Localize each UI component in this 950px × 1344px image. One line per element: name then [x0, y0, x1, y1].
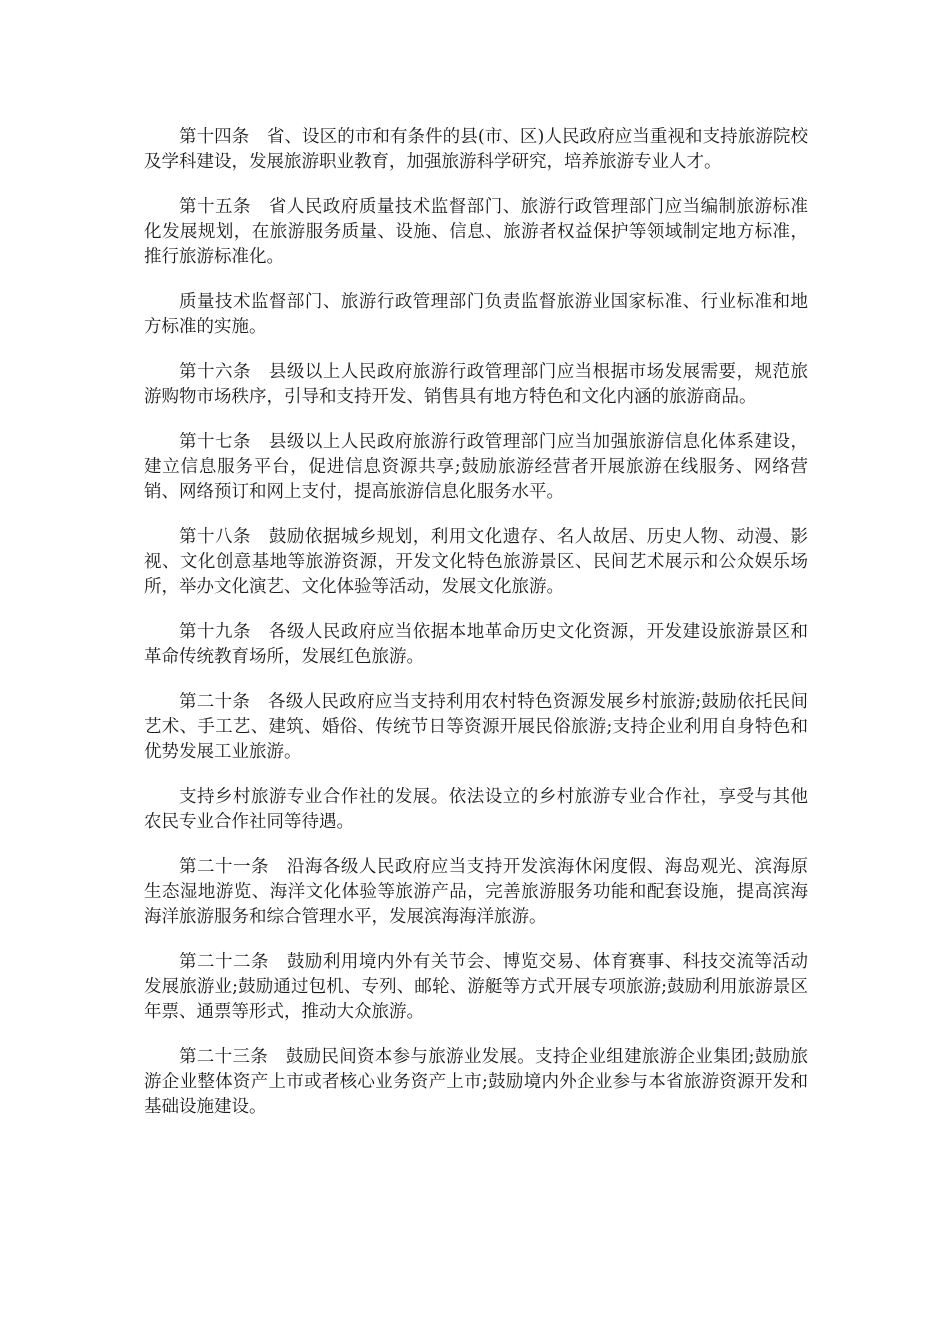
paragraph-article-22: 第二十二条 鼓励利用境内外有关节会、博览交易、体育赛事、科技交流等活动发展旅游业;鼓励通过包机、专列、邮轮、游艇等方式开展专项旅游;鼓励利用旅游景区年票、通票等形式，推动大众旅游。	[144, 952, 808, 1022]
paragraph-article-15: 第十五条 省人民政府质量技术监督部门、旅游行政管理部门应当编制旅游标准化发展规划，在旅游服务质量、设施、信息、旅游者权益保护等领域制定地方标准，推行旅游标准化。	[144, 197, 808, 267]
paragraph-article-17: 第十七条 县级以上人民政府旅游行政管理部门应当加强旅游信息化体系建设，建立信息服务平台，促进信息资源共享;鼓励旅游经营者开展旅游在线服务、网络营销、网络预订和网上支付，提高旅游信息化服务水平。	[144, 432, 808, 502]
paragraph-article-15-cont: 质量技术监督部门、旅游行政管理部门负责监督旅游业国家标准、行业标准和地方标准的实施。	[144, 292, 808, 337]
paragraph-article-23: 第二十三条 鼓励民间资本参与旅游业发展。支持企业组建旅游企业集团;鼓励旅游企业整体资产上市或者核心业务资产上市;鼓励境内外企业参与本省旅游资源开发和基础设施建设。	[144, 1047, 808, 1117]
paragraph-article-18: 第十八条 鼓励依据城乡规划，利用文化遗存、名人故居、历史人物、动漫、影视、文化创意基地等旅游资源，开发文化特色旅游景区、民间艺术展示和公众娱乐场所，举办文化演艺、文化体验等活动，发展文化旅游。	[144, 527, 808, 597]
paragraph-article-14: 第十四条 省、设区的市和有条件的县(市、区)人民政府应当重视和支持旅游院校及学科建设，发展旅游职业教育，加强旅游科学研究，培养旅游专业人才。	[144, 127, 808, 172]
paragraph-article-20: 第二十条 各级人民政府应当支持利用农村特色资源发展乡村旅游;鼓励依托民间艺术、手工艺、建筑、婚俗、传统节日等资源开展民俗旅游;支持企业利用自身特色和优势发展工业旅游。	[144, 692, 808, 762]
paragraph-article-20-cont: 支持乡村旅游专业合作社的发展。依法设立的乡村旅游专业合作社，享受与其他农民专业合作社同等待遇。	[144, 787, 808, 832]
document-body	[144, 125, 808, 1140]
paragraph-article-16: 第十六条 县级以上人民政府旅游行政管理部门应当根据市场发展需要，规范旅游购物市场秩序，引导和支持开发、销售具有地方特色和文化内涵的旅游商品。	[144, 362, 808, 407]
paragraph-article-21: 第二十一条 沿海各级人民政府应当支持开发滨海休闲度假、海岛观光、滨海原生态湿地游览、海洋文化体验等旅游产品，完善旅游服务功能和配套设施，提高滨海海洋旅游服务和综合管理水平，发展滨海海洋旅游。	[144, 857, 808, 927]
paragraph-article-19: 第十九条 各级人民政府应当依据本地革命历史文化资源，开发建设旅游景区和革命传统教育场所，发展红色旅游。	[144, 622, 808, 667]
